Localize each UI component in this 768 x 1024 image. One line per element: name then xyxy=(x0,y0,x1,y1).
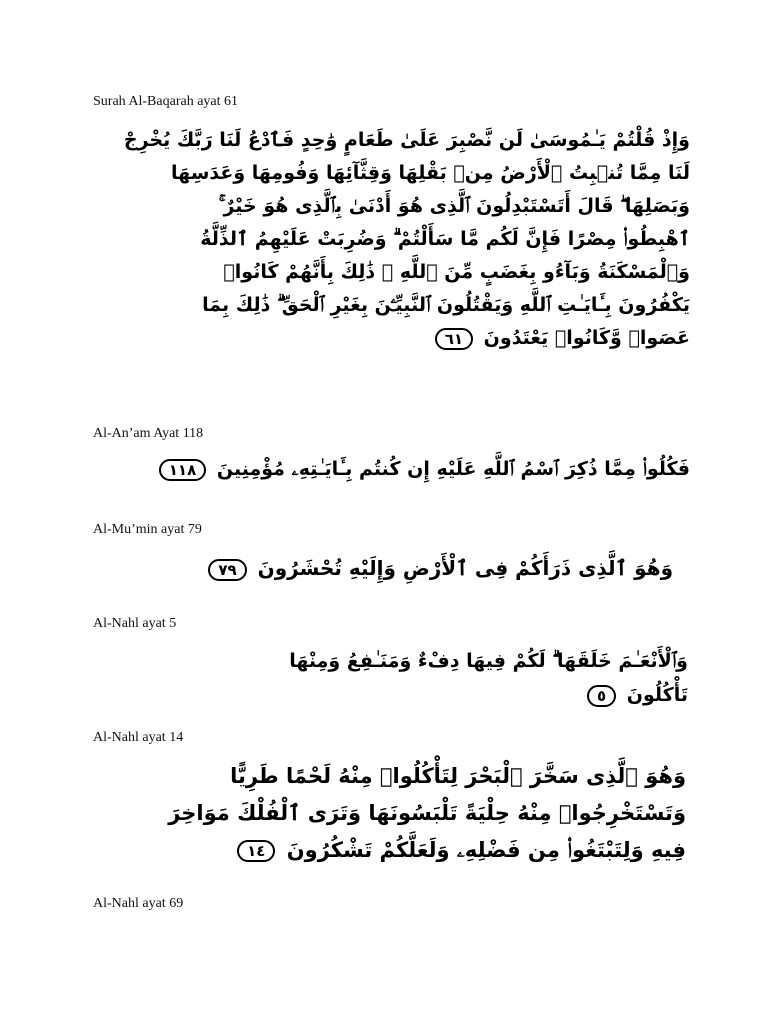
verse-line: وَإِذْ قُلْتُمْ يَـٰمُوسَىٰ لَن نَّصْبِرَ عَلَىٰ طَعَامٍ وَٰحِدٍ فَٱدْعُ لَنَا رَبَّكَ يُخْرِجْ xyxy=(123,129,690,151)
section-heading-mumin-79: Al-Mu’min ayat 79 xyxy=(93,522,202,537)
verse-nahl-5 xyxy=(289,644,688,712)
verse-text: فَكُلُوا۟ مِمَّا ذُكِرَ ٱسْمُ ٱللَّهِ عَلَيْهِ إِن كُنتُم بِـَٔايَـٰتِهِۦ مُؤْمِنِينَ xyxy=(216,458,690,480)
verse-line xyxy=(289,678,688,712)
verse-mumin-79 xyxy=(208,550,673,586)
verse-baqarah-61 xyxy=(124,124,690,355)
verse-number-marker: ٦١ xyxy=(435,328,473,350)
verse-line xyxy=(168,832,686,869)
verse-anam-118 xyxy=(159,452,690,486)
verse-line: وَتَسْتَخْرِجُوا۟ مِنْهُ حِلْيَةً تَلْبَسُونَهَا وَتَرَى ٱلْفُلْكَ مَوَاخِرَ xyxy=(168,801,686,825)
verse-text: فِيهِ وَلِتَبْتَغُوا۟ مِن فَضْلِهِۦ وَلَعَلَّكُمْ تَشْكُرُونَ xyxy=(286,838,686,862)
section-heading-nahl-69: Al-Nahl ayat 69 xyxy=(93,896,184,911)
verse-line: وَٱلْأَنْعَـٰمَ خَلَقَهَا ۗ لَكُمْ فِيهَا دِفْءٌ وَمَنَـٰفِعُ وَمِنْهَا xyxy=(289,650,688,672)
verse-line: لَنَا مِمَّا تُنۢبِتُ ٱلْأَرْضُ مِنۢ بَقْلِهَا وَقِثَّآئِهَا وَفُومِهَا وَعَدَسِهَا xyxy=(171,162,690,184)
verse-text: عَصَوا۟ وَّكَانُوا۟ يَعْتَدُونَ xyxy=(483,327,690,349)
verse-number-marker: ١٤ xyxy=(237,840,275,862)
verse-line: وَٱلْمَسْكَنَةُ وَبَآءُو بِغَضَبٍ مِّنَ ٱللَّهِ ۗ ذَٰلِكَ بِأَنَّهُمْ كَانُوا۟ xyxy=(223,261,690,283)
verse-number-marker: ٥ xyxy=(587,685,616,707)
verse-text: تَأْكُلُونَ xyxy=(626,684,688,706)
section-heading-nahl-14: Al-Nahl ayat 14 xyxy=(93,730,184,745)
verse-line xyxy=(159,452,690,486)
verse-line: وَهُوَ ٱلَّذِى سَخَّرَ ٱلْبَحْرَ لِتَأْكُلُوا۟ مِنْهُ لَحْمًا طَرِيًّا xyxy=(230,764,686,788)
verse-nahl-14 xyxy=(168,758,686,869)
verse-line xyxy=(208,550,673,586)
section-heading-baqarah-61: Surah Al-Baqarah ayat 61 xyxy=(93,94,239,109)
section-heading-nahl-5: Al-Nahl ayat 5 xyxy=(93,616,177,631)
verse-line: يَكْفُرُونَ بِـَٔايَـٰتِ ٱللَّهِ وَيَقْتُلُونَ ٱلنَّبِيِّـۧنَ بِغَيْرِ ٱلْحَقِّ ۗ ذَٰلِكَ بِمَا xyxy=(202,294,690,316)
verse-line xyxy=(124,322,690,355)
verse-text: وَهُوَ ٱلَّذِى ذَرَأَكُمْ فِى ٱلْأَرْضِ وَإِلَيْهِ تُحْشَرُونَ xyxy=(257,556,673,580)
verse-number-marker: ٧٩ xyxy=(208,559,246,581)
verse-number-marker: ١١٨ xyxy=(159,459,206,481)
verse-line: وَبَصَلِهَا ۖ قَالَ أَتَسْتَبْدِلُونَ ٱلَّذِى هُوَ أَدْنَىٰ بِٱلَّذِى هُوَ خَيْرٌ ۚ xyxy=(218,195,690,217)
section-heading-anam-118: Al-An’am Ayat 118 xyxy=(93,426,204,441)
verse-line: ٱهْبِطُوا۟ مِصْرًا فَإِنَّ لَكُم مَّا سَأَلْتُمْ ۗ وَضُرِبَتْ عَلَيْهِمُ ٱلذِّلَّةُ xyxy=(200,228,690,250)
